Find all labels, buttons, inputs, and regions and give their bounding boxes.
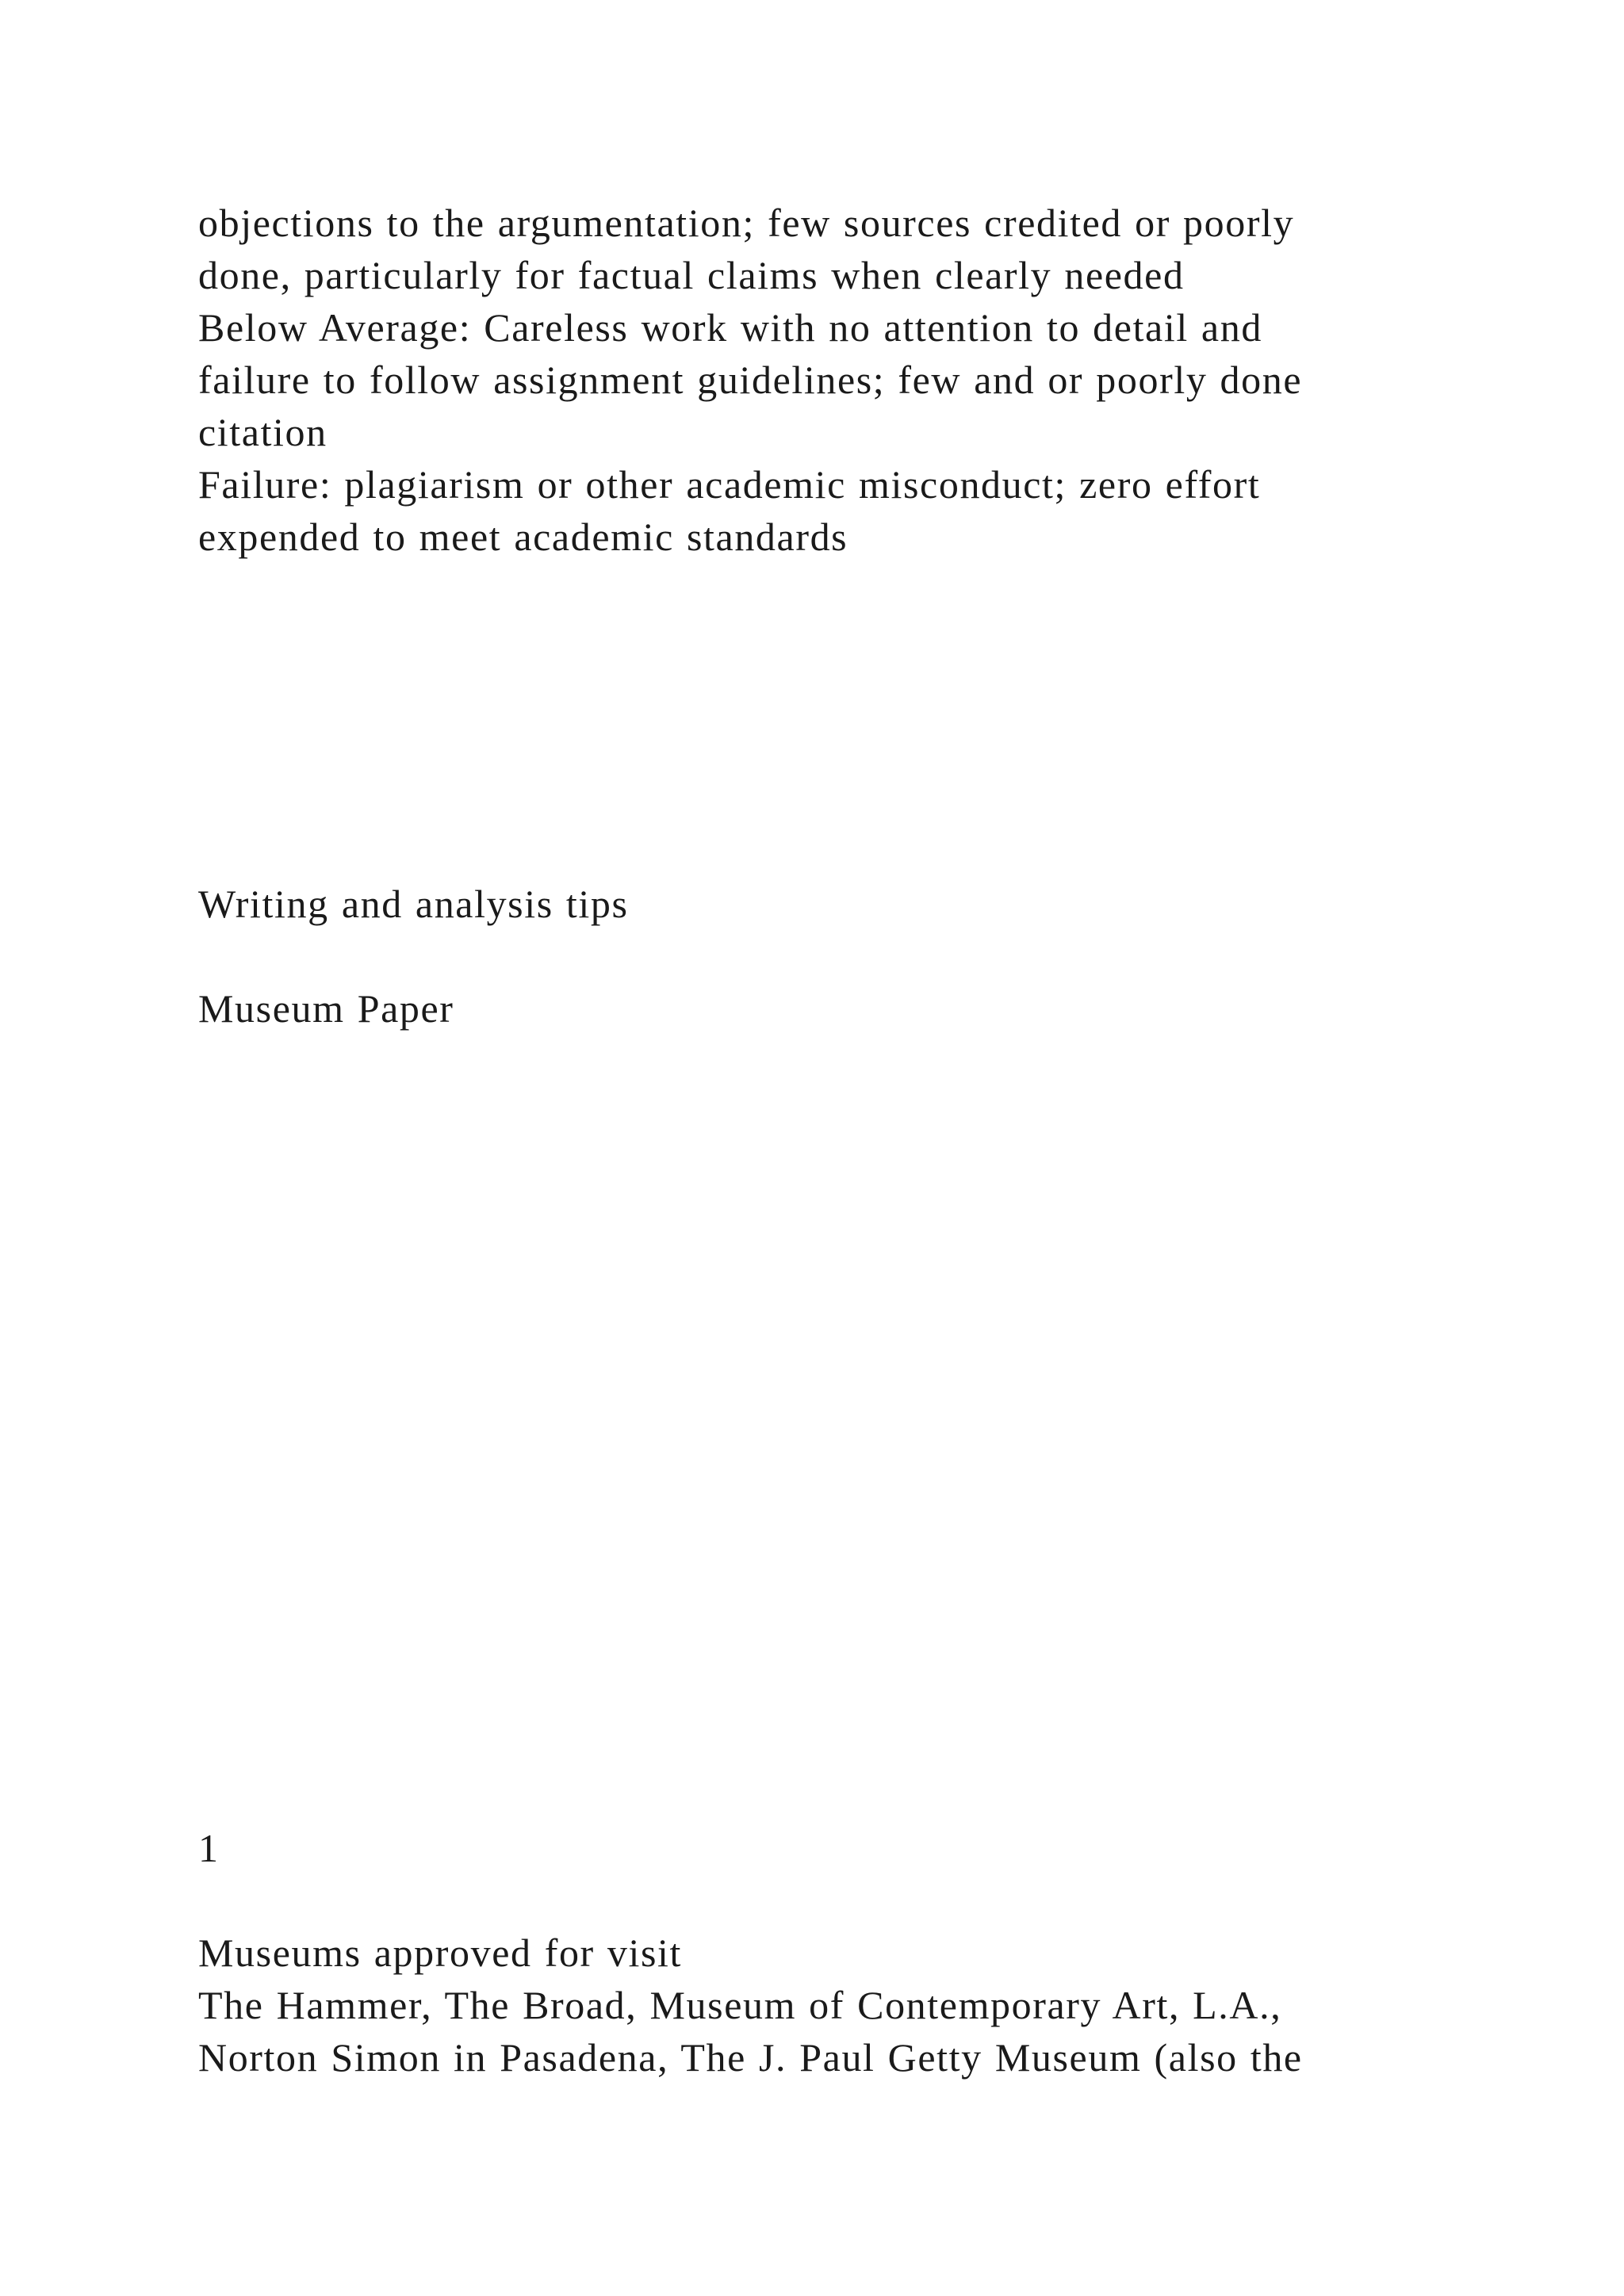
body-text-line: expended to meet academic standards <box>198 515 848 559</box>
page-number: 1 <box>198 1826 220 1870</box>
body-text-line: Norton Simon in Pasadena, The J. Paul Getty Museum (also the <box>198 2035 1303 2080</box>
body-text-line: The Hammer, The Broad, Museum of Contemporary Art, L.A., <box>198 1983 1282 2027</box>
body-text-line: objections to the argumentation; few sources credited or poorly <box>198 201 1295 245</box>
body-text-line: Museums approved for visit <box>198 1931 683 1975</box>
body-text-line: Failure: plagiarism or other academic misconduct; zero effort <box>198 462 1261 507</box>
body-text-line: done, particularly for factual claims when clearly needed <box>198 253 1185 297</box>
body-text-line: failure to follow assignment guidelines; few and or poorly done <box>198 358 1303 402</box>
body-text-line: citation <box>198 410 327 454</box>
section-heading-tips: Writing and analysis tips <box>198 882 629 926</box>
body-text-line: Below Average: Careless work with no attention to detail and <box>198 305 1262 350</box>
section-heading-museum-paper: Museum Paper <box>198 986 454 1031</box>
